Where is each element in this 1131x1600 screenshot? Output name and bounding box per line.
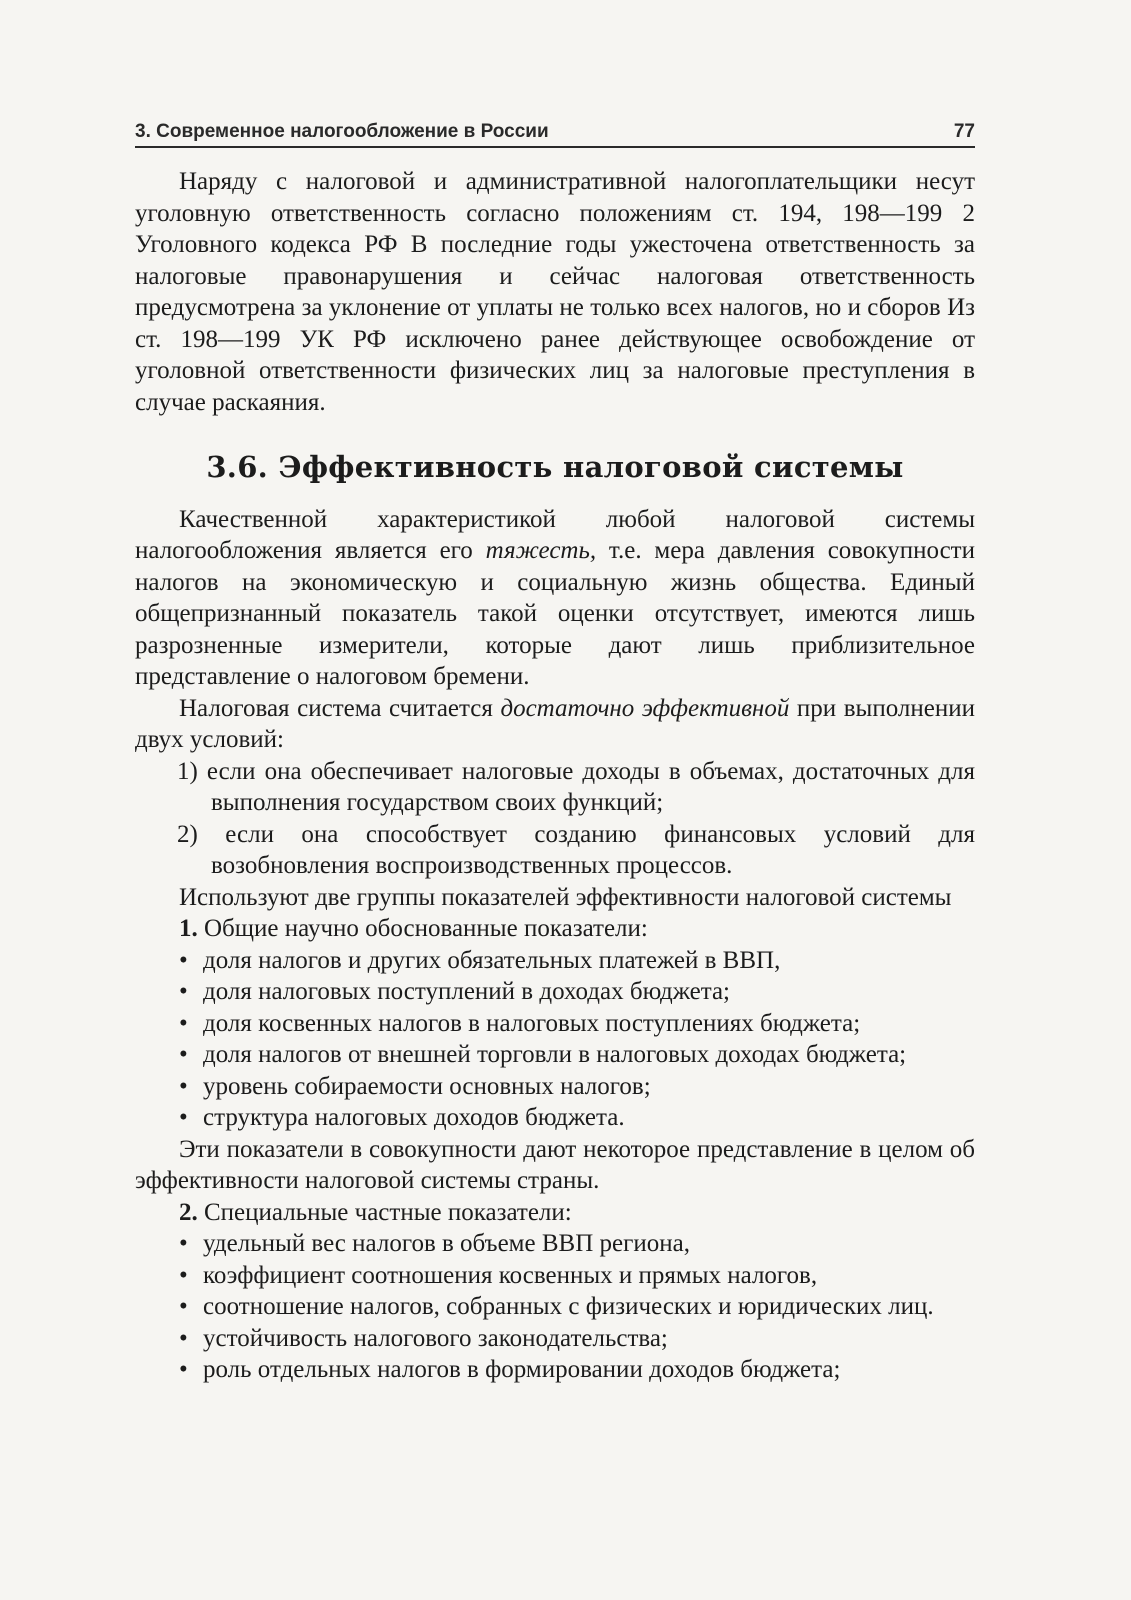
efficiency-emphasis: достаточно эффективной	[500, 694, 790, 722]
list-item: • структура налоговых доходов бюджета.	[135, 1102, 975, 1134]
running-header	[135, 112, 975, 148]
group-2-number: 2.	[179, 1198, 198, 1226]
intro-text-b: Из ст. 198—199 УК РФ	[135, 294, 975, 353]
group-1-number: 1.	[179, 915, 198, 942]
list-item: • соотношение налогов, собранных с физических и юридических лиц.	[135, 1291, 975, 1323]
list-item: • роль отдельных налогов в формировании доходов бюджета;	[135, 1354, 975, 1386]
intro-text-a: Наряду с налоговой и административной налогоплательщики несут уголовную ответственность согласно положениям ст. 194, 198—199 2 Уголовного кодекса РФ В последние годы ужесточена ответственность за налоговые правонарушения и сейчас налоговая ответственность предусмотрена за уклонение от уплаты не только всех налогов, но и сборов	[135, 168, 975, 321]
group-1-heading	[135, 913, 975, 945]
list-item: • удельный вес налогов в объеме ВВП региона,	[135, 1228, 975, 1260]
page-number: 77	[953, 121, 975, 142]
list-item: • устойчивость налогового законодательства;	[135, 1323, 975, 1355]
efficiency-text-a: Налоговая система считается	[179, 694, 501, 722]
groups-paragraph: Используют две группы показателей эффективности налоговой системы	[179, 883, 952, 911]
burden-paragraph	[135, 504, 975, 693]
efficiency-text-b: при выполнении двух условий:	[135, 694, 975, 753]
group-1-label: Общие научно обоснованные показатели:	[197, 915, 648, 942]
intro-text-c: исключено ранее действующее освобождение от уголовной ответственности физических лиц за налоговые преступления в случае раскаяния.	[135, 325, 976, 416]
group-2-heading	[135, 1197, 975, 1229]
group-2-label: Специальные частные показатели:	[197, 1198, 572, 1226]
list-item: • доля налоговых поступлений в доходах бюджета;	[135, 976, 975, 1008]
condition-item-1: 1) если она обеспечивает налоговые доходы в объемах, достаточных для выполнения государством своих функций;	[177, 757, 975, 816]
page-content	[135, 166, 975, 1386]
intro-paragraph	[135, 166, 975, 418]
burden-emphasis: тяжесть,	[485, 537, 597, 564]
section-heading: 3.6. Эффективность налоговой системы	[206, 450, 904, 484]
efficiency-paragraph	[135, 693, 975, 756]
list-item: • уровень собираемости основных налогов;	[135, 1071, 975, 1103]
list-item: • доля косвенных налогов в налоговых поступлениях бюджета;	[135, 1008, 975, 1040]
summary-paragraph: Эти показатели в совокупности дают некоторое представление в целом об эффективности налоговой системы страны.	[135, 1135, 975, 1194]
burden-text-a: Качественной характеристикой любой налоговой системы налогообложения является его	[135, 505, 975, 564]
list-item: • коэффициент соотношения косвенных и прямых налогов,	[135, 1260, 975, 1292]
group-1-list	[135, 945, 975, 1134]
condition-item-2: 2) если она способствует созданию финансовых условий для возобновления воспроизводственных процессов.	[177, 820, 975, 879]
group-2-list	[135, 1228, 975, 1386]
running-title: 3. Современное налогообложение в России	[135, 121, 549, 142]
list-item: • доля налогов и других обязательных платежей в ВВП,	[135, 945, 975, 977]
burden-text-b: т.е. мера давления совокупности налогов на экономическую и социальную жизнь общества. Единый общепризнанный показатель такой оценки отсутствует, имеются лишь разрозненные измерители, которые дают лишь приблизительное представление о налоговом бремени.	[135, 537, 975, 690]
list-item: • доля налогов от внешней торговли в налоговых доходах бюджета;	[135, 1039, 975, 1071]
